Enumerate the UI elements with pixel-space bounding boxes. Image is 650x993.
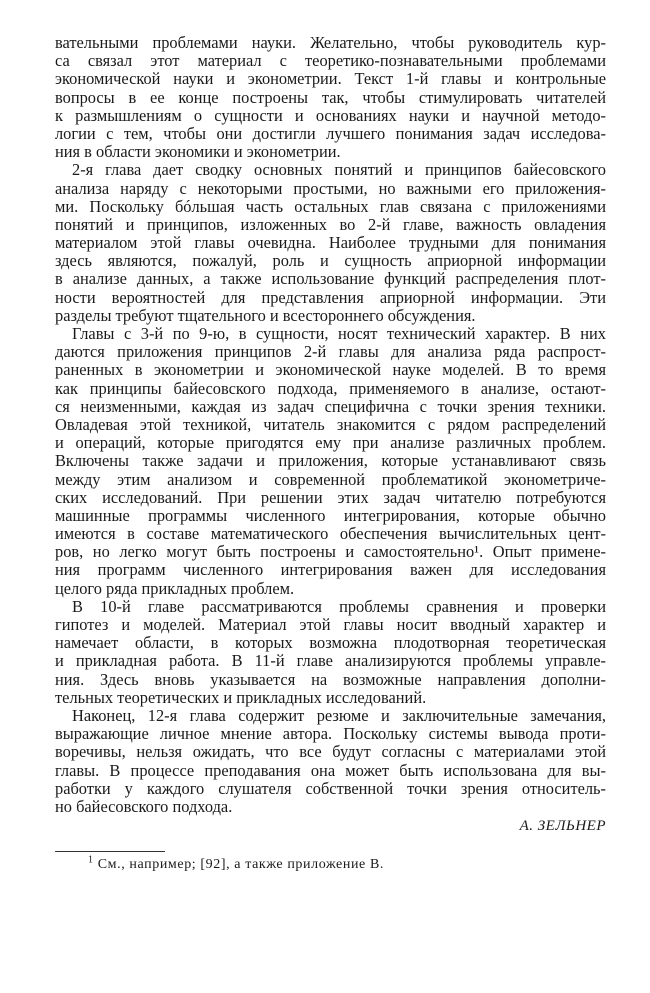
text-line: анализа наряду с некоторыми простыми, но важными его приложения- bbox=[55, 179, 606, 198]
text-line: гипотез и моделей. Материал этой главы носит вводный характер и bbox=[55, 616, 606, 634]
text-line: логии с тем, чтобы они достигли лучшего понимания задач исследова- bbox=[55, 124, 606, 143]
text-line: ности вероятностей для представления априорной информации. Эти bbox=[55, 288, 606, 307]
text-line: ния программ численного интегрирования важен для исследования bbox=[55, 561, 606, 580]
paragraph-1 bbox=[55, 34, 606, 161]
text-line: ских исследований. При решении этих задач читателю потребуются bbox=[55, 488, 606, 507]
paragraph-5 bbox=[55, 707, 606, 816]
text-line: Включены также задачи и приложения, которые устанавливают связь bbox=[55, 452, 606, 471]
text-line: как принципы байесовского подхода, применяемого в анализе, остают- bbox=[55, 379, 606, 398]
text-line: в анализе данных, а также использование функций распределения плот- bbox=[55, 270, 606, 289]
text-line: са связал этот материал с теоретико-познавательными проблемами bbox=[55, 52, 606, 71]
footnote-text: См., например; [92], а также приложение В. bbox=[97, 857, 384, 872]
text-line: между этим анализом и современной проблематикой эконометриче- bbox=[55, 470, 606, 489]
text-line: тельных теоретических и прикладных исследований. bbox=[55, 688, 427, 707]
text-line: ния в области экономики и эконометрии. bbox=[55, 143, 341, 162]
text-line: целого ряда прикладных проблем. bbox=[55, 579, 295, 598]
text-line: воречивы, нельзя ожидать, что все будут согласны с материалами этой bbox=[55, 743, 606, 762]
text-line: материалом этой главы очевидна. Наиболее трудными для понимания bbox=[55, 234, 606, 253]
text-line: здесь являются, пожалуй, роль и сущность априорной информации bbox=[55, 252, 606, 271]
text-line: Овладевая этой техникой, читатель знакомится с рядом распределений bbox=[55, 415, 606, 434]
text-line: и операций, которые пригодятся ему при анализе различных проблем. bbox=[55, 434, 606, 453]
text-line: намечает области, в которых возможна плодотворная теоретическая bbox=[55, 634, 606, 653]
text-line: но байесовского подхода. bbox=[55, 797, 233, 816]
text-line: ся неизменными, каждая из задач специфична с точки зрения техники. bbox=[55, 397, 606, 416]
text-line: и прикладная работа. В 11-й главе анализируются проблемы управле- bbox=[55, 652, 606, 671]
text-line: ми. Поскольку бóльшая часть остальных глав связана с приложениями bbox=[55, 197, 606, 216]
paragraph-4 bbox=[55, 598, 606, 707]
text-line: главы. В процессе преподавания она может быть использована для вы- bbox=[55, 761, 606, 780]
text-line: Наконец, 12-я глава содержит резюме и заключительные замечания, bbox=[72, 706, 606, 725]
footnote-divider bbox=[55, 851, 165, 852]
text-line: работки у каждого слушателя собственной точки зрения относитель- bbox=[55, 779, 606, 798]
text-line: даются приложения принципов 2-й главы для анализа ряда распрост- bbox=[55, 343, 606, 362]
text-line: раненных в эконометрии и экономической науке моделей. В то время bbox=[55, 361, 606, 380]
paragraph-2 bbox=[55, 161, 606, 325]
footnote-mark: 1 bbox=[88, 854, 94, 866]
text-line: к размышлениям о сущности и основаниях науки и научной методо- bbox=[55, 106, 606, 125]
text-line: понятий и принципов, изложенных во 2-й главе, важность овладения bbox=[55, 215, 606, 234]
text-line: Главы с 3-й по 9-ю, в сущности, носят технический характер. В них bbox=[72, 325, 606, 343]
text-line: выражающие личное мнение автора. Поскольку системы вывода проти- bbox=[55, 725, 606, 744]
text-line: ров, но легко могут быть построены и самостоятельно¹. Опыт примене- bbox=[55, 543, 606, 562]
text-line: машинные программы численного интегрирования, которые обычно bbox=[55, 506, 606, 525]
body-text bbox=[55, 34, 606, 816]
text-line: экономической науки и эконометрии. Текст 1-й главы и контрольные bbox=[55, 70, 606, 89]
footnote bbox=[88, 854, 384, 873]
text-line: вательными проблемами науки. Желательно, чтобы руководитель кур- bbox=[55, 34, 606, 52]
text-line: разделы требуют тщательного и всестороннего обсуждения. bbox=[55, 306, 476, 325]
text-line: ния. Здесь вновь указывается на возможные направления дополни- bbox=[55, 670, 606, 689]
text-line: имеются в составе математического обеспечения вычислительных цент- bbox=[55, 525, 606, 544]
author-signature: А. ЗЕЛЬНЕР bbox=[519, 818, 606, 834]
text-line: 2-я глава дает сводку основных понятий и принципов байесовского bbox=[72, 161, 606, 180]
text-line: В 10-й главе рассматриваются проблемы сравнения и проверки bbox=[72, 597, 606, 616]
text-line: вопросы в ее конце построены так, чтобы стимулировать читателей bbox=[55, 88, 606, 107]
paragraph-3 bbox=[55, 325, 606, 598]
